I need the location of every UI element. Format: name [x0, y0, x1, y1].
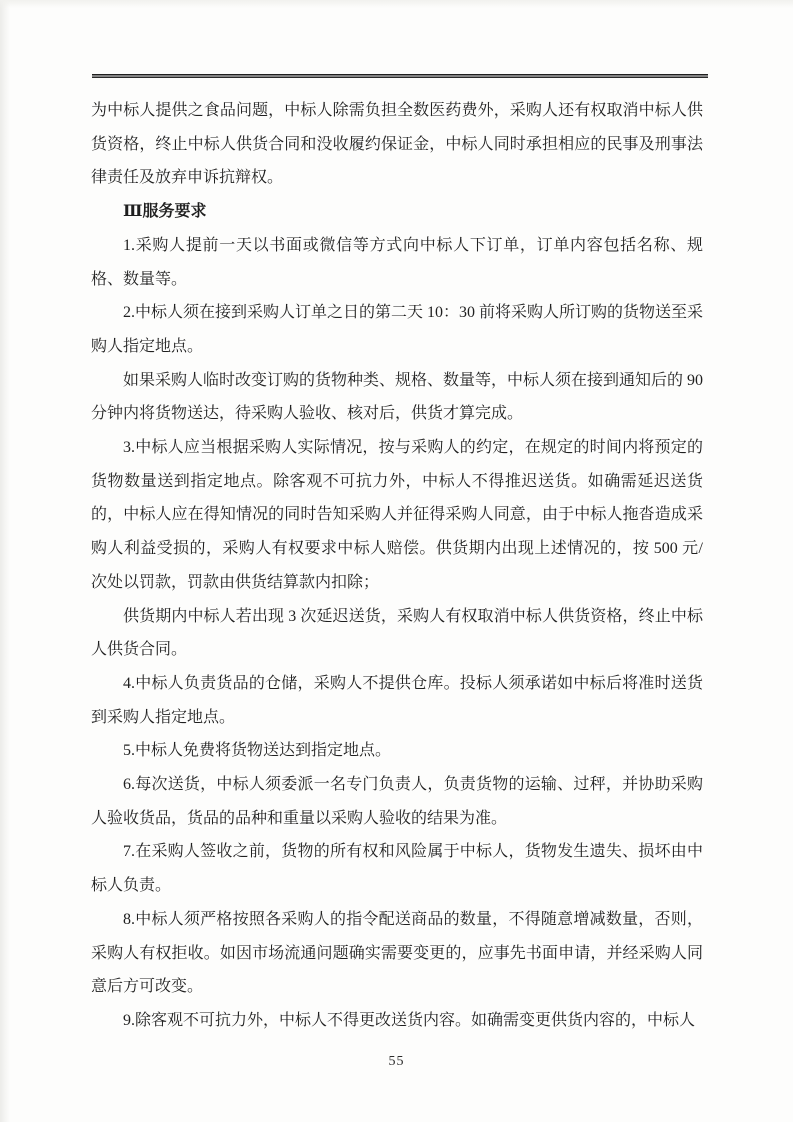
- paragraph: 供货期内中标人若出现 3 次延迟送货，采购人有权取消中标人供货资格，终止中标人供货合同。: [91, 607, 703, 659]
- scan-edge-shadow-left: [0, 0, 10, 1122]
- paragraph: 3.中标人应当根据采购人实际情况，按与采购人的约定，在规定的时间内将预定的货物数量送到指定地点。除客观不可抗力外，中标人不得推迟送货。如确需延迟送货的，中标人应在得知情况的同时告知采购人并征得采购人同意，由于中标人拖沓造成采购人利益受损的，采购人有权要求中标人赔偿。供货期内出现上述情况的，按 500 元/次处以罚款，罚款由供货结算款内扣除；: [91, 439, 703, 591]
- section-heading: Ⅲ服务要求: [123, 203, 207, 221]
- paragraph: 为中标人提供之食品问题，中标人除需负担全数医药费外，采购人还有权取消中标人供货资格，终止中标人供货合同和没收履约保证金，中标人同时承担相应的民事及刑事法律责任及放弃申诉抗辩权。: [91, 102, 703, 187]
- page-number: 55: [388, 1054, 405, 1069]
- paragraph: 2.中标人须在接到采购人订单之日的第二天 10：30 前将采购人所订购的货物送至采购人指定地点。: [91, 304, 704, 355]
- paragraph: 9.除客观不可抗力外，中标人不得更改送货内容。如确需变更供货内容的，中标人: [123, 1011, 696, 1029]
- paragraph: 6.每次送货，中标人须委派一名专门负责人，负责货物的运输、过秤，并协助采购人验收货品，货品的品种和重量以采购人验收的结果为准。: [91, 776, 703, 827]
- paragraph: 7.在采购人签收之前，货物的所有权和风险属于中标人，货物发生遗失、损坏由中标人负责。: [91, 843, 703, 895]
- paragraph: 4.中标人负责货品的仓储，采购人不提供仓库。投标人须承诺如中标后将准时送货到采购人指定地点。: [91, 674, 703, 726]
- header-rule: [92, 74, 708, 78]
- document-body: [91, 94, 703, 1038]
- paragraph: 1.采购人提前一天以书面或微信等方式向中标人下订单，订单内容包括名称、规格、数量等。: [91, 236, 703, 288]
- scan-edge-shadow-top: [0, 0, 793, 8]
- paragraph: 5.中标人免费将货物送达到指定地点。: [123, 742, 392, 760]
- paragraph: 8.中标人须严格按照各采购人的指令配送商品的数量，不得随意增减数量，否则，采购人有权拒收。如因市场流通问题确实需要变更的，应事先书面申请，并经采购人同意后方可改变。: [91, 910, 703, 996]
- paragraph: 如果采购人临时改变订购的货物种类、规格、数量等，中标人须在接到通知后的 90 分钟内将货物送达，待采购人验收、核对后，供货才算完成。: [91, 371, 704, 423]
